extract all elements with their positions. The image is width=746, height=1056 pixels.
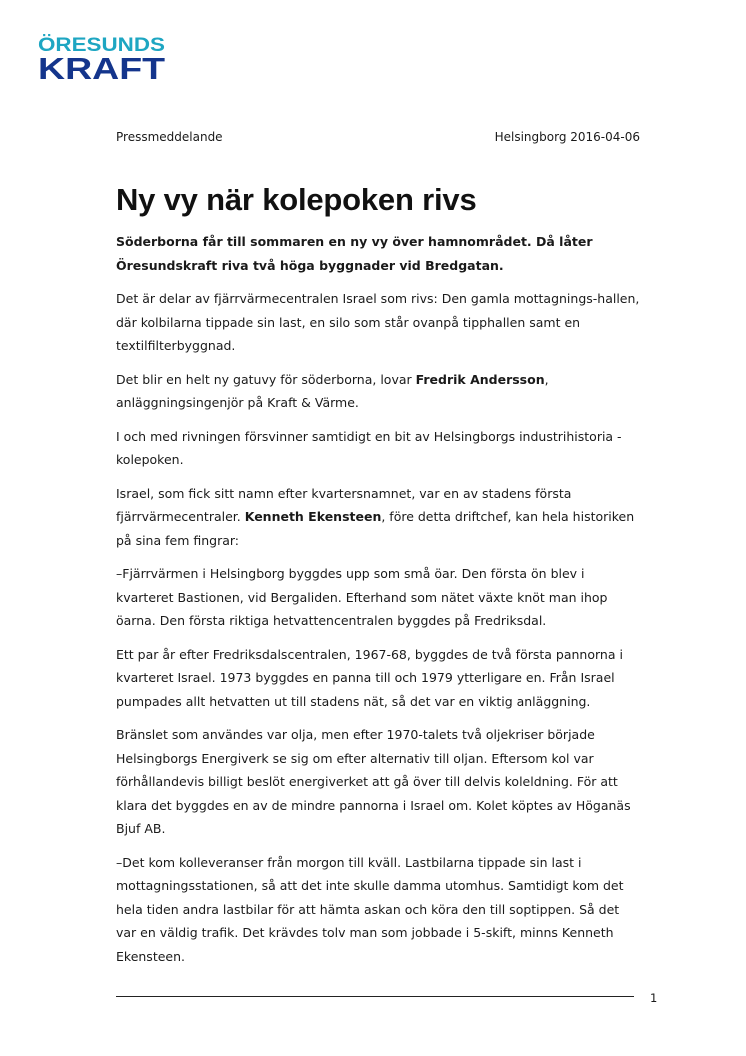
paragraph-2-pre: Det blir en helt ny gatuvy för söderborna, lovar [116,371,416,387]
lead-paragraph: Söderborna får till sommaren en ny vy över hamnområdet. Då låter Öresundskraft riva två höga byggnader vid Bredgatan. [116,234,593,273]
article-body [116,230,640,978]
document-type: Pressmeddelande [116,130,223,144]
document-header [116,130,640,146]
paragraph-5: –Fjärrvärmen i Helsingborg byggdes upp som små öar. Den första ön blev i kvarteret Bastionen, vid Bergaliden. Efterhand som nätet växte knöt man ihop öarna. Den första riktiga hetvattencentralen byggdes på Fredriksdal. [116,566,608,628]
paragraph-2-post: , anläggningsingenjör på Kraft & Värme. [116,371,549,410]
paragraph-7: Bränslet som användes var olja, men efter 1970-talets två oljekriser började Helsingborgs Energiverk se sig om efter alternativ till oljan. Eftersom kol var förhållandevis billigt beslöt energiverket att gå över till delvis koleldning. För att klara det byggdes en av de mindre pannorna i Israel om. Kolet köptes av Höganäs Bjuf AB. [116,727,631,836]
paragraph-3: I och med rivningen försvinner samtidigt en bit av Helsingborgs industrihistoria - kolepoken. [116,428,622,467]
person-name-fredrik: Fredrik Andersson [415,371,545,387]
paragraph-8: –Det kom kolleveranser från morgon till kväll. Lastbilarna tippade sin last i mottagningsstationen, så att det inte skulle damma utomhus. Samtidigt kom det hela tiden andra lastbilar för att hämta askan och köra den till soptippen. Så det var en väldig trafik. Det krävdes tolv man som jobbade i 5-skift, minns Kenneth Ekensteen. [116,854,624,964]
footer-divider [116,996,634,997]
paragraph-4-pre: Israel, som fick sitt namn efter kvartersnamnet, var en av stadens första fjärrvärmecentraler. [116,485,572,524]
logo-line-2: KRAFT [38,51,166,82]
paragraph-6: Ett par år efter Fredriksdalscentralen, 1967-68, byggdes de två första pannorna i kvarteret Israel. 1973 byggdes en panna till och 1979 ytterligare en. Från Israel pumpades allt hetvatten ut till stadens nät, så det var en viktig anläggning. [116,646,623,709]
paragraph-4 [116,482,640,553]
paragraph-2 [116,368,640,415]
place-date: Helsingborg 2016-04-06 [494,130,640,144]
page-number: 1 [650,991,658,1005]
logo-line-1: ÖRESUNDS [38,35,165,56]
paragraph-1: Det är delar av fjärrvärmecentralen Israel som rivs: Den gamla mottagnings-hallen, där kolbilarna tippade sin last, en silo som står ovanpå tipphallen samt en textilfilterbyggnad. [116,291,640,353]
paragraph-4-post: , före detta driftchef, kan hela historiken på sina fem fingrar: [116,509,635,548]
company-logo [38,34,168,82]
page-title: Ny vy när kolepoken rivs [116,182,477,217]
person-name-kenneth: Kenneth Ekensteen [244,509,382,524]
logo-mark [38,34,168,82]
